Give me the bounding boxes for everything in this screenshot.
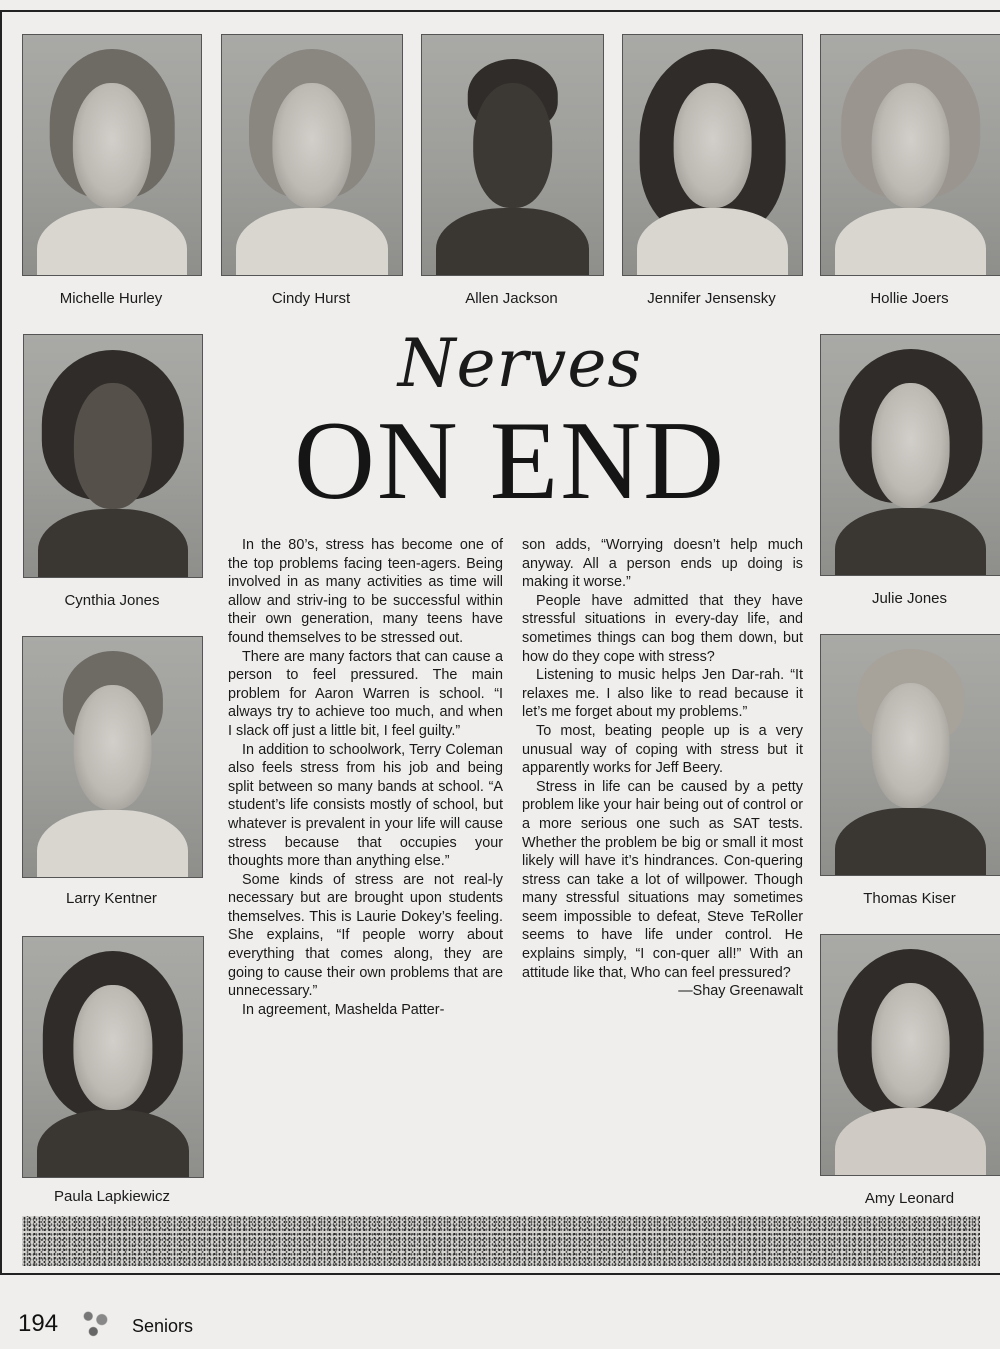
portrait-name: Allen Jackson (465, 290, 558, 307)
portrait-photo (820, 934, 1000, 1176)
portrait-photo (22, 636, 203, 878)
section-label: Seniors (132, 1316, 194, 1336)
portrait-photo (22, 34, 202, 276)
article-title-script: Nerves (397, 325, 643, 402)
portrait-photo (421, 34, 604, 276)
article-paragraph: In agreement, Mashelda Patter- (242, 1001, 445, 1018)
portrait-name: Paula Lapkiewicz (54, 1188, 170, 1205)
article-paragraph: In the 80’s, stress has become one of the top problems facing teen-agers. Being involved in as many activities as time will allow and striv-ing to be successful within their own generation, many teens have found themselves to be stressed out. (228, 537, 503, 646)
decorative-speckle-band (22, 1216, 980, 1266)
portrait-photo (22, 936, 204, 1178)
article-paragraph: Some kinds of stress are not real-ly necessary but are brought upon students themselves. This is Laurie Dokey’s feeling. She explains, “If people worry about everything that comes along, they are going to cause their own problems that are unnecessary.” (228, 871, 503, 1000)
portrait-name: Michelle Hurley (59, 290, 163, 307)
portrait-name: Cynthia Jones (64, 592, 160, 609)
article-paragraph: son adds, “Worrying doesn’t help much anyway. All a person ends up doing is making it worse.” (522, 537, 803, 591)
article-paragraph: There are many factors that can cause a person to feel pressured. The main problem for Aaron Warren is school. “I always try to achieve too much, and when I slack off just a little bit, I feel guilty.” (228, 648, 503, 739)
portrait-name: Thomas Kiser (863, 890, 956, 907)
left-border (0, 10, 2, 1275)
page-number: 194 (18, 1310, 59, 1337)
article-column-2 (522, 536, 803, 1001)
article-paragraph: Stress in life can be caused by a petty problem like your hair being out of control or a more serious one such as SAT tests. Whether the problem be big or small it most likely will have it’s hindrances. Con-quering stress can take a lot of willpower. Though many stressful situations may sometimes seem impossible to defeat, Steve TeRoller seems to have life under control. He explains simply, “I con-quer all!” With an attitude like that, Who can feel pressured? (522, 778, 803, 981)
article-byline: —Shay Greenawalt (678, 983, 803, 1000)
bottom-border (0, 1273, 1000, 1275)
article-paragraph: People have admitted that they have stressful situations in every-day life, and sometimes things can bog them down, but how do they cope with stress? (522, 592, 803, 665)
portrait-photo (820, 34, 1000, 276)
portrait-photo (820, 334, 1000, 576)
page-number-ornament (78, 1306, 112, 1340)
article-paragraph: In addition to schoolwork, Terry Coleman also feels stress from his job and being split between so many bands at school. “A student’s life consists mostly of school, but whatever is prevalent in your life will cause stress because that occupies your thoughts more than anything else.” (228, 741, 503, 870)
portrait-photo (221, 34, 403, 276)
portrait-name: Hollie Joers (870, 290, 949, 307)
portrait-photo (23, 334, 203, 578)
article-paragraph: Listening to music helps Jen Dar-rah. “It relaxes me. I also like to read because it let’s me forget about my problems.” (522, 667, 803, 721)
portrait-photo (820, 634, 1000, 876)
article-column-1 (228, 536, 503, 1019)
portrait-name: Jennifer Jensensky (647, 290, 776, 307)
article-paragraph: To most, beating people up is a very unusual way of coping with stress but it apparently works for Jeff Beery. (522, 722, 803, 777)
portrait-photo (622, 34, 803, 276)
portrait-name: Cindy Hurst (271, 290, 351, 307)
portrait-name: Amy Leonard (864, 1190, 955, 1207)
article-title: ON END (294, 399, 726, 523)
portrait-name: Julie Jones (871, 590, 948, 607)
portrait-name: Larry Kentner (66, 890, 157, 907)
top-border (0, 10, 1000, 12)
